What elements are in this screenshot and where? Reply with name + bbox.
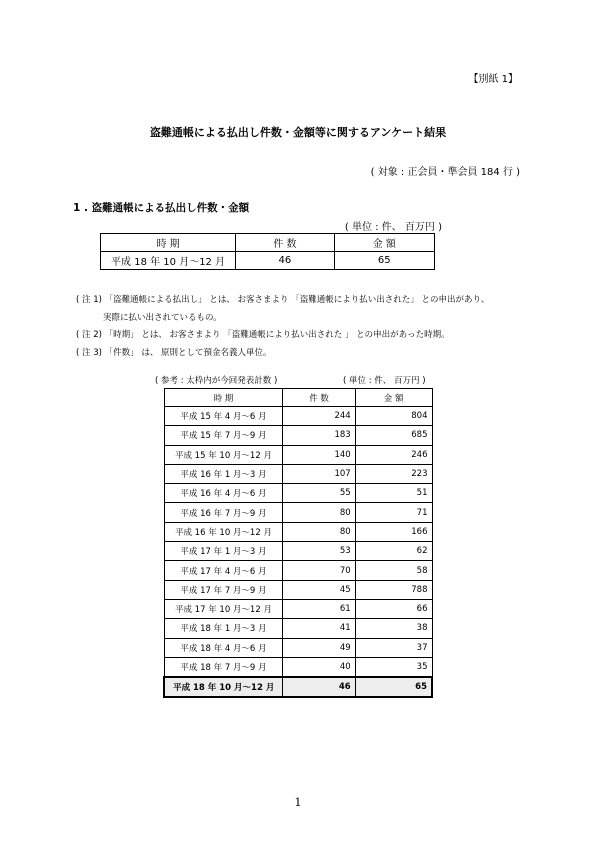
reference-table-body [164,389,432,698]
row-period: 平成 15 年 4 月～6 月 [164,407,283,426]
row-count: 140 [283,445,355,464]
summary-table [100,233,435,270]
table-row [164,445,432,464]
row-period: 平成 17 年 1 月～3 月 [164,542,283,561]
row-period: 平成 16 年 4 月～6 月 [164,484,283,503]
table-row [164,407,432,426]
reference-table [163,388,433,698]
row-count: 80 [283,503,355,522]
row-amount: 37 [355,638,432,657]
row-count: 49 [283,638,355,657]
ref-header-amount: 金 額 [355,389,432,407]
row-period: 平成 17 年 10 月～12 月 [164,599,283,618]
note-2: ( 注 2) 「時期」 とは、 お客さまより 「盗難通帳により払い出された 」 との申出があった時期。 [76,330,450,340]
highlight-period: 平成 18 年 10 月～12 月 [164,677,283,697]
row-amount: 35 [355,657,432,677]
row-period: 平成 16 年 1 月～3 月 [164,464,283,483]
table-row [164,638,432,657]
ref-header-period: 時 期 [164,389,283,407]
header-period: 時 期 [101,234,236,252]
summary-count: 46 [236,252,334,270]
table-row [164,484,432,503]
reference-label: ( 参考 : 太枠内が今回発表計数 ) [155,376,278,386]
row-count: 80 [283,522,355,541]
note-3: ( 注 3) 「件数」 は、 原則として預金名義人単位。 [76,347,272,358]
table-row [164,426,432,445]
table-row [164,522,432,541]
summary-header-row [101,234,435,252]
summary-period: 平成 18 年 10 月～12 月 [101,252,236,270]
page-number: 1 [294,796,302,809]
row-amount: 788 [355,580,432,599]
survey-target: ( 対象 : 正会員・準会員 184 行 ) [370,167,520,178]
highlight-amount: 65 [355,677,432,697]
row-period: 平成 16 年 7 月～9 月 [164,503,283,522]
table-row [164,542,432,561]
reference-unit-label: ( 単位 : 件、 百万円 ) [343,376,426,386]
row-amount: 223 [355,464,432,483]
note-1-continued: 実際に払い出されているもの。 [103,312,222,323]
row-period: 平成 15 年 10 月～12 月 [164,445,283,464]
note-1: ( 注 1) 「盗難通帳による払出し」 とは、 お客さまより 「盗難通帳により払い出された」 との申出があり、 [76,295,490,305]
row-period: 平成 18 年 4 月～6 月 [164,638,283,657]
table-row [164,599,432,618]
attachment-label: 【別紙 1】 [468,74,518,85]
summary-amount: 65 [334,252,434,270]
table-row [164,561,432,580]
table-row [164,657,432,677]
row-amount: 71 [355,503,432,522]
reference-header-row [164,389,432,407]
table-row [164,464,432,483]
row-period: 平成 16 年 10 月～12 月 [164,522,283,541]
header-count: 件 数 [236,234,334,252]
row-count: 40 [283,657,355,677]
row-count: 61 [283,599,355,618]
row-amount: 66 [355,599,432,618]
highlighted-row [164,677,432,697]
highlight-count: 46 [283,677,355,697]
row-count: 53 [283,542,355,561]
row-count: 107 [283,464,355,483]
header-amount: 金 額 [334,234,434,252]
row-period: 平成 17 年 4 月～6 月 [164,561,283,580]
table-row [164,619,432,638]
row-count: 70 [283,561,355,580]
row-period: 平成 17 年 7 月～9 月 [164,580,283,599]
row-count: 55 [283,484,355,503]
row-amount: 51 [355,484,432,503]
row-period: 平成 15 年 7 月～9 月 [164,426,283,445]
row-amount: 804 [355,407,432,426]
ref-header-count: 件 数 [283,389,355,407]
row-count: 41 [283,619,355,638]
row-count: 183 [283,426,355,445]
summary-data-row [101,252,435,270]
row-amount: 166 [355,522,432,541]
row-amount: 685 [355,426,432,445]
unit-label: ( 単位 : 件、 百万円 ) [344,222,442,233]
document-title: 盗難通帳による払出し件数・金額等に関するアンケート結果 [149,126,447,139]
row-amount: 58 [355,561,432,580]
row-count: 45 [283,580,355,599]
table-row [164,580,432,599]
row-amount: 246 [355,445,432,464]
row-amount: 38 [355,619,432,638]
notes [76,292,489,362]
row-period: 平成 18 年 7 月～9 月 [164,657,283,677]
section-heading: 1 . 盗難通帳による払出し件数・金額 [73,202,250,214]
row-amount: 62 [355,542,432,561]
row-count: 244 [283,407,355,426]
table-row [164,503,432,522]
row-period: 平成 18 年 1 月～3 月 [164,619,283,638]
